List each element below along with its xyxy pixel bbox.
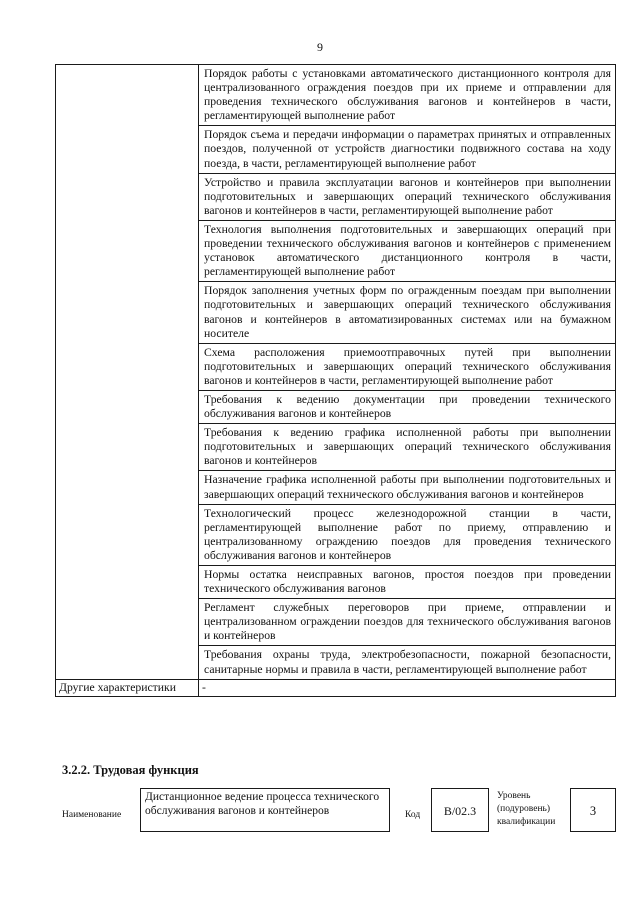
other-characteristics-label: Другие характеристики bbox=[59, 680, 176, 694]
requirement-cell bbox=[199, 282, 616, 343]
requirement-cell bbox=[199, 599, 616, 646]
requirement-cell bbox=[199, 390, 616, 423]
requirement-cell bbox=[199, 504, 616, 565]
other-characteristics-value-cell bbox=[199, 679, 616, 696]
other-characteristics-label-cell bbox=[56, 679, 199, 696]
qualification-level-label bbox=[497, 790, 563, 829]
requirement-cell bbox=[199, 646, 616, 679]
qualification-level-box: 3 bbox=[570, 788, 616, 832]
requirement-text: Порядок работы с установками автоматического дистанционного контроля для централизованного ограждения поездов при их приеме и отправлении для проведения технического обслуживания вагонов и контейнеров в части, регламентирующей выполнение работ bbox=[204, 67, 611, 123]
requirement-cell bbox=[199, 343, 616, 390]
other-characteristics-value: - bbox=[202, 680, 206, 694]
requirement-cell bbox=[199, 424, 616, 471]
page-number: 9 bbox=[317, 40, 323, 54]
table-row bbox=[56, 65, 616, 126]
requirement-text: Нормы остатка неисправных вагонов, простоя поездов при проведении технического обслуживания вагонов bbox=[204, 568, 611, 596]
requirement-cell bbox=[199, 471, 616, 504]
requirement-text: Устройство и правила эксплуатации вагонов и контейнеров при выполнении подготовительных и завершающих операций технического обслуживания вагонов и контейнеров в части, регламентирующей выполнение работ bbox=[204, 175, 611, 217]
code-label: Код bbox=[405, 810, 421, 820]
requirement-text: Технология выполнения подготовительных и завершающих операций при проведении технического обслуживания вагонов и контейнеров с применением установок автоматического дистанционного контроля в части, регламентирующей выполнение работ bbox=[204, 222, 611, 279]
requirement-text: Требования охраны труда, электробезопасности, пожарной безопасности, санитарные нормы и правила в части, регламентирующей выполнение работ bbox=[204, 648, 611, 676]
requirements-table bbox=[55, 64, 616, 697]
requirement-cell bbox=[199, 173, 616, 220]
function-code-box: B/02.3 bbox=[431, 788, 489, 832]
name-label: Наименование bbox=[62, 810, 122, 820]
requirement-text: Назначение графика исполненной работы при выполнении подготовительных и завершающих операций технического обслуживания вагонов и контейнеров bbox=[204, 473, 611, 501]
requirement-text: Схема расположения приемоотправочных путей при выполнении подготовительных и завершающих операций технического обслуживания вагонов и контейнеров в части, регламентирующей выполнение работ bbox=[204, 345, 611, 387]
requirement-text: Требования к ведению графика исполненной работы при выполнении подготовительных и завершающих операций технического обслуживания вагонов и контейнеров bbox=[204, 426, 611, 468]
requirement-text: Порядок съема и передачи информации о параметрах принятых и отправленных поездов, полученной от устройств диагностики подвижного состава на ходу поезда, в части, регламентирующей выполнение работ bbox=[204, 128, 611, 170]
row-label-cell bbox=[56, 65, 199, 680]
requirement-cell bbox=[199, 566, 616, 599]
requirement-cell bbox=[199, 220, 616, 281]
section-heading: 3.2.2. Трудовая функция bbox=[62, 763, 199, 777]
qualification-level-label-text: Уровень (подуровень) квалификации bbox=[497, 791, 556, 827]
requirement-cell bbox=[199, 65, 616, 126]
requirement-text: Порядок заполнения учетных форм по огражденным поездам при выполнении подготовительных и завершающих операций технического обслуживания вагонов и контейнеров в автоматизированных системах или на бумажном носителе bbox=[204, 284, 611, 340]
requirement-text: Требования к ведению документации при проведении технического обслуживания вагонов и контейнеров bbox=[204, 392, 611, 421]
requirement-cell bbox=[199, 126, 616, 173]
table-row bbox=[56, 679, 616, 696]
requirement-text: Технологический процесс железнодорожной станции в части, регламентирующей выполнение работ по приему, отправлению и централизованному ограждению поездов для проведения технического обслуживания вагонов и контейнеров bbox=[204, 506, 611, 562]
requirement-text: Регламент служебных переговоров при приеме, отправлении и централизованном ограждении поездов для технического обслуживания вагонов и контейнеров bbox=[204, 601, 611, 643]
function-name-box: Дистанционное ведение процесса технического обслуживания вагонов и контейнеров bbox=[140, 788, 390, 832]
